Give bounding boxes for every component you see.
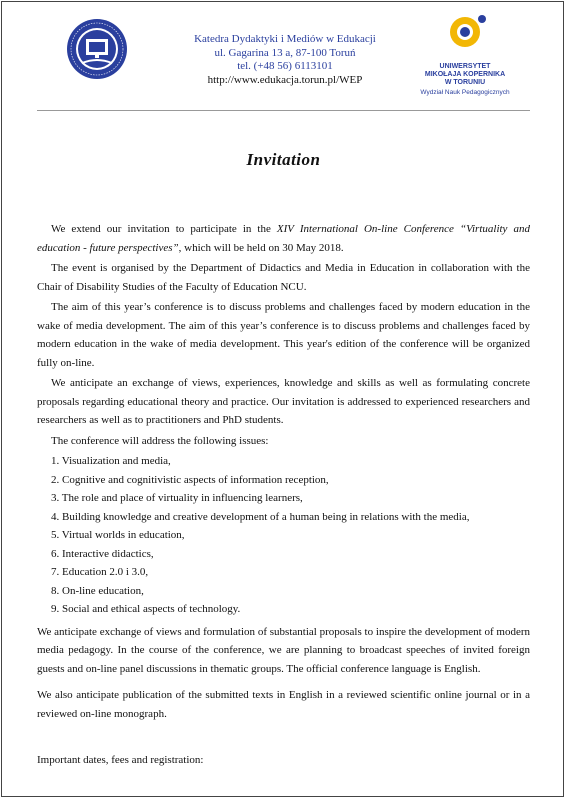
university-name-line2: MIKOŁAJA KOPERNIKA: [424, 71, 506, 78]
university-name-line1: UNIWERSYTET: [439, 63, 491, 70]
header-divider: [37, 110, 530, 111]
important-dates-heading: Important dates, fees and registration:: [37, 754, 204, 766]
list-item: 7. Education 2.0 i 3.0,: [51, 566, 149, 578]
letter-body: [37, 220, 530, 772]
paragraph-proposals: We anticipate exchange of views and formulation of substantial proposals to inspire the development of modern media pedagogy. In the course of the conference, we are planning to broadcast speeches of invited foreign guests and on-line panel discussions in thematic groups. The official conference language is English.: [37, 625, 530, 675]
org-address: ul. Gagarina 13 a, 87-100 Toruń: [214, 46, 356, 59]
conference-name: XIV International On-line Conference “Virtuality and education - future perspectives”: [37, 223, 530, 254]
list-item: 1. Visualization and media,: [51, 455, 171, 467]
university-emblem-icon: [420, 12, 510, 58]
issues-intro: The conference will address the following issues:: [51, 434, 269, 447]
list-item: 9. Social and ethical aspects of technology.: [51, 603, 241, 615]
paragraph-aim: The aim of this year’s conference is to discuss problems and challenges faced by modern education in the wake of media development. The aim of this year’s conference is to discuss problems and challenges faced by modern education in the wake of media development. This year's edition of the conference will be organized fully on-line.: [37, 301, 530, 369]
university-logo: [420, 12, 510, 102]
org-phone: tel. (+48 56) 6113101: [237, 60, 333, 72]
letterhead: [160, 33, 410, 87]
org-name: Katedra Dydaktyki i Mediów w Edukacji: [194, 33, 376, 45]
list-item: 5. Virtual worlds in education,: [51, 529, 185, 541]
paragraph-publication: We also anticipate publication of the submitted texts in English in a reviewed scientific online journal or in a reviewed on-line monograph.: [37, 689, 530, 720]
list-item: 3. The role and place of virtuality in influencing learners,: [51, 492, 303, 504]
issues-list: [37, 452, 530, 619]
org-website-link[interactable]: http://www.edukacja.torun.pl/WEP: [207, 73, 363, 86]
university-name-line3: W TORUNIU: [444, 79, 486, 86]
department-logo: [66, 18, 128, 80]
page-title: Invitation: [246, 150, 321, 169]
list-item: 8. On-line education,: [51, 584, 144, 597]
paragraph-organiser: The event is organised by the Department of Didactics and Media in Education in collaboration with the Chair of Disability Studies of the Faculty of Education NCU.: [37, 262, 530, 293]
faculty-name: Wydział Nauk Pedagogicznych: [420, 89, 510, 96]
list-item: 6. Interactive didactics,: [51, 547, 154, 560]
paragraph-conference: [37, 220, 530, 257]
list-item: 2. Cognitive and cognitivistic aspects of information reception,: [51, 473, 329, 486]
list-item: 4. Building knowledge and creative development of a human being in relations with the media,: [51, 510, 470, 523]
paragraph-exchange: We anticipate an exchange of views, experiences, knowledge and skills as well as formulating concrete proposals regarding educational theory and practice. Our invitation is addressed to experienced researchers and researchers as well as to practitioners and PhD students.: [37, 377, 530, 426]
paragraph-conference-prefix: We extend our invitation to participate in the: [51, 223, 277, 235]
paragraph-conference-suffix: , which will be held on 30 May 2018.: [178, 241, 344, 254]
